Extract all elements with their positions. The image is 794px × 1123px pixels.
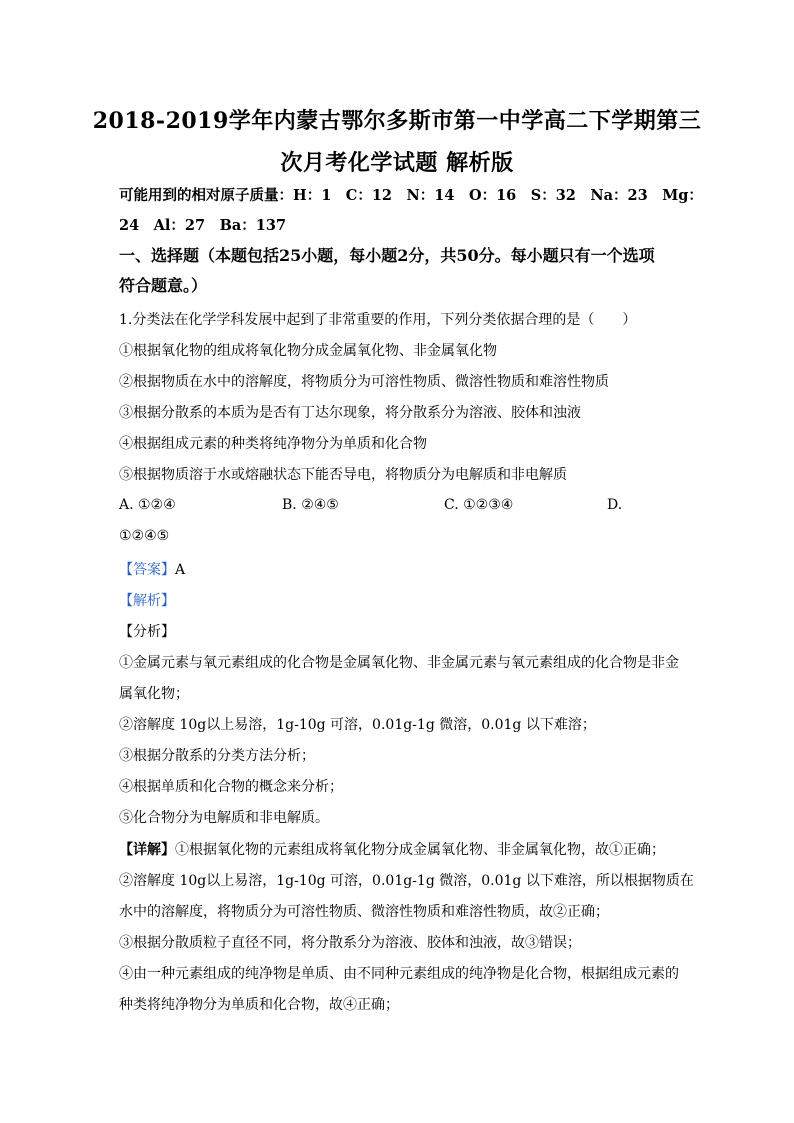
question-stem: 1.分类法在化学学科发展中起到了非常重要的作用，下列分类依据合理的是（ ） <box>119 312 637 328</box>
analysis-line-3: ③根据分散系的分类方法分析； <box>119 748 315 764</box>
document-title-line-1: 2018-2019学年内蒙古鄂尔多斯市第一中学高二下学期第三 <box>92 108 702 134</box>
section-heading-line-2: 符合题意。） <box>119 276 208 295</box>
answer-label: 【答案】 <box>119 562 175 578</box>
jiexi-label: 【解析】 <box>119 593 175 609</box>
detail-line-3: ③根据分散质粒子直径不同，将分散系分为溶液、胶体和浊液，故③错误； <box>119 935 581 951</box>
detail-line-2b: 水中的溶解度，将物质分为可溶性物质、微溶性物质和难溶性物质，故②正确； <box>119 904 609 920</box>
option-a: A. ①②④ <box>119 497 176 513</box>
detail-line-1 <box>119 840 684 860</box>
detail-label: 【详解】 <box>119 842 175 858</box>
option-c: C. ①②③④ <box>444 497 514 513</box>
analysis-line-1a: ①金属元素与氧元素组成的化合物是金属氧化物、非金属元素与氧元素组成的化合物是非金 <box>119 655 679 671</box>
option-d: D. <box>607 497 623 513</box>
atomic-mass-line-1: 可能用到的相对原子质量：H：1 C：12 N：14 O：16 S：32 Na：23 Mg： <box>119 187 703 204</box>
option-b: B. ②④⑤ <box>282 497 339 513</box>
detail-line-4a: ④由一种元素组成的纯净物是单质、由不同种元素组成的纯净物是化合物，根据组成元素的 <box>119 966 679 982</box>
question-item-5: ⑤根据物质溶于水或熔融状态下能否导电，将物质分为电解质和非电解质 <box>119 467 567 483</box>
answer-value: A <box>175 562 186 578</box>
question-item-3: ③根据分散系的本质为是否有丁达尔现象，将分散系分为溶液、胶体和浊液 <box>119 405 581 421</box>
question-item-2: ②根据物质在水中的溶解度，将物质分为可溶性物质、微溶性物质和难溶性物质 <box>119 374 609 390</box>
analysis-line-1b: 属氧化物； <box>119 686 189 702</box>
detail-line-2a: ②溶解度 10g以上易溶，1g-10g 可溶，0.01g-1g 微溶，0.01g 以下难溶，所以根据物质在 <box>119 873 694 889</box>
question-item-1: ①根据氧化物的组成将氧化物分成金属氧化物、非金属氧化物 <box>119 343 497 359</box>
fenxi-label: 【分析】 <box>119 624 175 640</box>
option-d-content: ①②④⑤ <box>119 528 170 544</box>
document-title-line-2: 次月考化学试题 解析版 <box>280 150 514 176</box>
analysis-line-4: ④根据单质和化合物的概念来分析； <box>119 779 343 795</box>
detail-line-4b: 种类将纯净物分为单质和化合物，故④正确； <box>119 997 399 1013</box>
analysis-line-2: ②溶解度 10g以上易溶，1g-10g 可溶，0.01g-1g 微溶，0.01g 以下难溶； <box>119 717 596 733</box>
detail-text-1: ①根据氧化物的元素组成将氧化物分成金属氧化物、非金属氧化物，故①正确； <box>175 842 665 858</box>
atomic-mass-line-2: 24 Al：27 Ba：137 <box>119 217 287 234</box>
question-item-4: ④根据组成元素的种类将纯净物分为单质和化合物 <box>119 436 427 452</box>
section-heading-line-1: 一、选择题（本题包括25小题，每小题2分，共50分。每小题只有一个选项 <box>119 246 655 265</box>
answer-line <box>119 560 684 580</box>
analysis-line-5: ⑤化合物分为电解质和非电解质。 <box>119 810 329 826</box>
